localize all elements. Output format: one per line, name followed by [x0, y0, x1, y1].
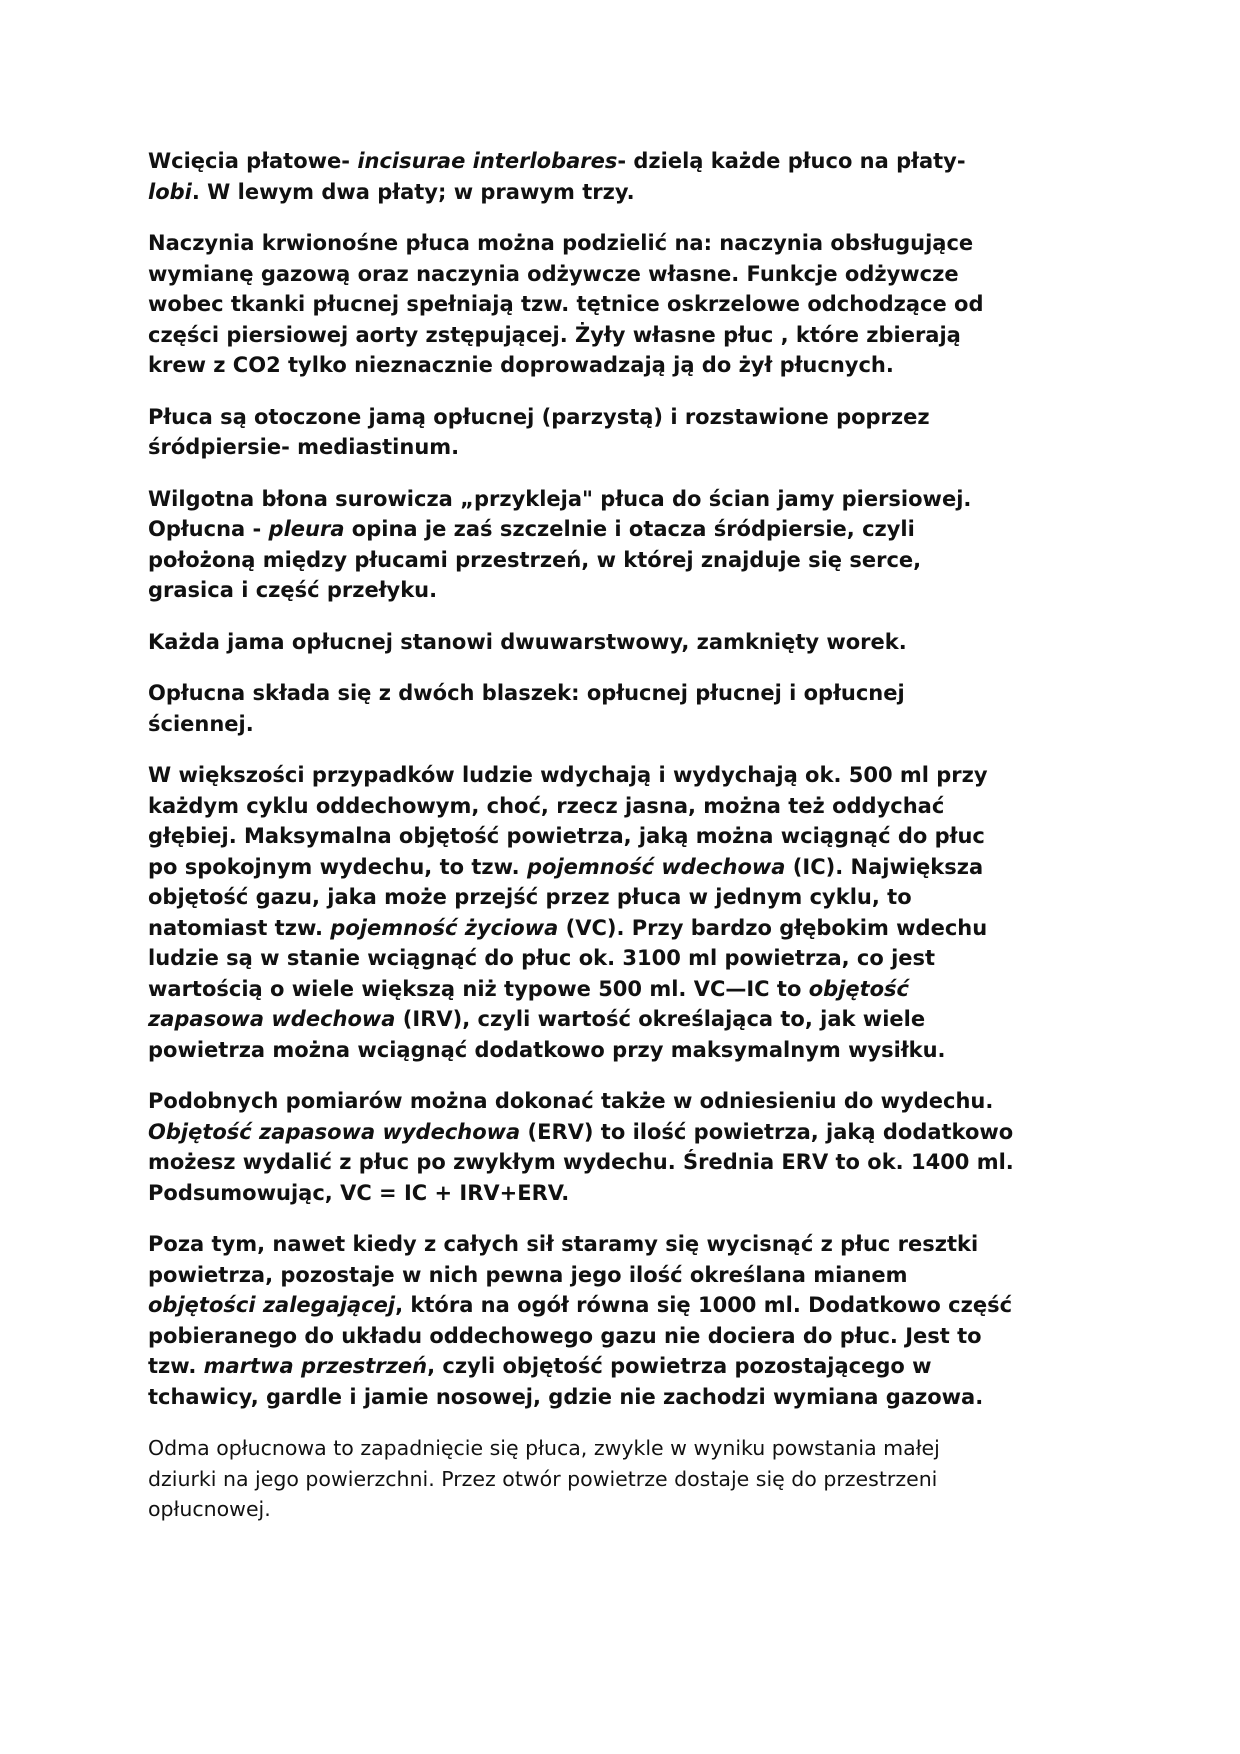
text-run: , czyli objętość powietrza pozostającego w [427, 1354, 932, 1378]
text-run: Podobnych pomiarów można dokonać także w odniesieniu do wydechu. [148, 1089, 994, 1113]
italic-term: pleura [268, 517, 345, 541]
text-line [148, 882, 1148, 913]
paragraph [148, 1229, 1148, 1412]
text-line [148, 1464, 1148, 1495]
text-line [148, 974, 1148, 1005]
text-run: Wcięcia płatowe- [148, 149, 358, 173]
text-line [148, 1290, 1148, 1321]
text-line [148, 350, 1148, 381]
text-line [148, 1178, 1148, 1209]
text-run: (IRV), czyli wartość określająca to, jak wiele [395, 1007, 926, 1031]
text-line [148, 484, 1148, 515]
text-line [148, 821, 1148, 852]
text-line [148, 545, 1148, 576]
text-line [148, 1494, 1148, 1525]
text-line [148, 146, 1148, 177]
text-line [148, 709, 1148, 740]
text-run: opłucnowej. [148, 1497, 271, 1521]
text-run: wymianę gazową oraz naczynia odżywcze własne. Funkcje odżywcze [148, 261, 959, 286]
text-line [148, 1229, 1148, 1260]
text-line [148, 177, 1148, 208]
text-run: śródpiersie- mediastinum. [148, 435, 460, 459]
paragraph [148, 402, 1148, 463]
text-run: ludzie są w stanie wciągnąć do płuc ok. 3100 ml powietrza, co jest [148, 946, 936, 970]
paragraph [148, 627, 1148, 658]
italic-term: zapasowa wdechowa [148, 1007, 396, 1031]
text-line [148, 913, 1148, 944]
text-line [148, 259, 1148, 290]
text-line [148, 852, 1148, 883]
text-run: krew z CO2 tylko nieznacznie doprowadzają ją do żył płucnych. [148, 353, 894, 377]
text-line [148, 1147, 1148, 1178]
paragraph [148, 760, 1148, 1065]
text-run: po spokojnym wydechu, to tzw. [148, 854, 527, 879]
text-run: Odma opłucnowa to zapadnięcie się płuca, zwykle w wyniku powstania małej [148, 1436, 940, 1460]
document-page [148, 146, 1148, 1546]
text-line [148, 627, 1148, 658]
text-run: (IC). Największa [785, 854, 984, 879]
text-run: tzw. [148, 1354, 204, 1378]
text-line [148, 678, 1148, 709]
text-line [148, 289, 1148, 320]
text-run: pobieranego do układu oddechowego gazu nie dociera do płuc. Jest to [148, 1323, 982, 1348]
text-run: Naczynia krwionośne płuca można podzielić na: naczynia obsługujące [148, 231, 974, 255]
italic-term: objętości zalegającej [148, 1293, 396, 1317]
paragraph [148, 1086, 1148, 1208]
text-run: wartością o wiele większą niż typowe 500 ml. VC—IC to [148, 976, 809, 1001]
paragraph [148, 228, 1148, 381]
text-line [148, 1382, 1148, 1413]
text-run: - dzielą każde płuco na płaty- [617, 149, 966, 173]
text-line [148, 514, 1148, 545]
text-line [148, 1260, 1148, 1291]
text-run: , która na ogół równa się 1000 ml. Dodatkowo część [395, 1293, 1013, 1317]
text-line [148, 1086, 1148, 1117]
text-line [148, 575, 1148, 606]
text-run: . W lewym dwa płaty; w prawym trzy. [191, 179, 635, 204]
text-line [148, 432, 1148, 463]
text-run: położoną między płucami przestrzeń, w której znajduje się serce, [148, 547, 922, 572]
text-run: możesz wydalić z płuc po zwykłym wydechu. Średnia ERV to ok. 1400 ml. [148, 1150, 1014, 1174]
italic-term: incisurae interlobares [357, 149, 618, 173]
text-run: tchawicy, gardle i jamie nosowej, gdzie nie zachodzi wymiana gazowa. [148, 1384, 984, 1409]
text-line [148, 228, 1148, 259]
paragraph [148, 146, 1148, 207]
text-run: Opłucna składa się z dwóch blaszek: opłucnej płucnej i opłucnej [148, 681, 905, 705]
text-run: Poza tym, nawet kiedy z całych sił staramy się wycisnąć z płuc resztki [148, 1232, 979, 1256]
text-line [148, 1351, 1148, 1382]
text-run: (ERV) to ilość powietrza, jaką dodatkowo [520, 1119, 1014, 1144]
paragraph [148, 1433, 1148, 1525]
text-run: W większości przypadków ludzie wdychają i wydychają ok. 500 ml przy [148, 763, 988, 787]
text-run: Podsumowując, VC = IC + IRV+ERV. [148, 1180, 570, 1205]
paragraph [148, 484, 1148, 606]
text-line [148, 791, 1148, 822]
text-run: natomiast tzw. [148, 915, 331, 940]
text-run: Opłucna - [148, 517, 269, 541]
text-line [148, 1035, 1148, 1066]
italic-term: pojemność życiowa [330, 915, 559, 940]
paragraph [148, 678, 1148, 739]
text-line [148, 943, 1148, 974]
text-run: Wilgotna błona surowicza „przykleja" płuca do ścian jamy piersiowej. [148, 486, 972, 511]
text-line [148, 1117, 1148, 1148]
text-line [148, 760, 1148, 791]
text-line [148, 402, 1148, 433]
text-line [148, 1433, 1148, 1464]
text-run: (VC). Przy bardzo głębokim wdechu [558, 915, 988, 940]
text-run: grasica i część przełyku. [148, 578, 438, 602]
italic-term: martwa przestrzeń [203, 1354, 428, 1378]
text-run: Płuca są otoczone jamą opłucnej (parzystą) i rozstawione poprzez [148, 404, 930, 429]
italic-term: Objętość zapasowa wydechowa [148, 1119, 521, 1144]
italic-term: pojemność wdechowa [526, 854, 786, 879]
text-line [148, 320, 1148, 351]
text-run: dziurki na jego powierzchni. Przez otwór powietrze dostaje się do przestrzeni [148, 1466, 938, 1491]
text-line [148, 1321, 1148, 1352]
text-line [148, 1004, 1148, 1035]
text-run: każdym cyklu oddechowym, choć, rzecz jasna, można też oddychać [148, 793, 945, 818]
text-run: części piersiowej aorty zstępującej. Żyły własne płuc , które zbierają [148, 322, 961, 347]
text-run: objętość gazu, jaka może przejść przez płuca w jednym cyklu, to [148, 885, 912, 909]
italic-term: lobi [148, 179, 192, 204]
text-run: Każda jama opłucnej stanowi dwuwarstwowy, zamknięty worek. [148, 629, 907, 654]
text-run: głębiej. Maksymalna objętość powietrza, jaką można wciągnąć do płuc [148, 824, 985, 848]
text-run: opina je zaś szczelnie i otacza śródpiersie, czyli [344, 517, 915, 541]
text-run: powietrza można wciągnąć dodatkowo przy maksymalnym wysiłku. [148, 1037, 946, 1062]
text-run: powietrza, pozostaje w nich pewna jego ilość określana mianem [148, 1262, 908, 1287]
text-run: wobec tkanki płucnej spełniają tzw. tętnice oskrzelowe odchodzące od [148, 292, 984, 316]
text-run: ściennej. [148, 711, 254, 736]
italic-term: objętość [808, 976, 910, 1001]
